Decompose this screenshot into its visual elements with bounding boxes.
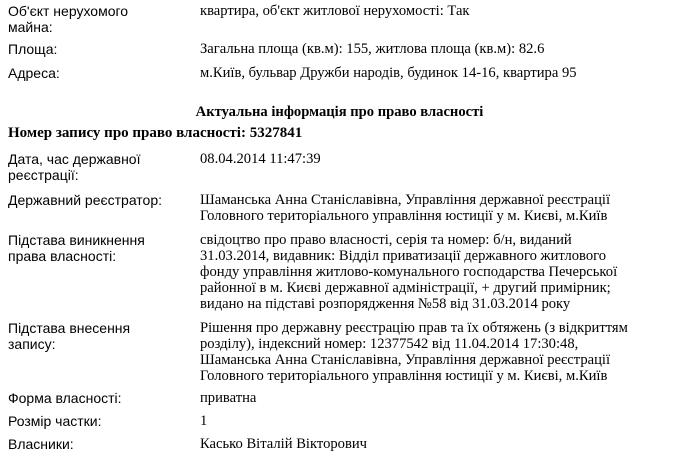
owners-label: Власники: xyxy=(8,436,74,452)
entry-basis-value: Рішення про державну реєстрацію прав та їх обтяжень (з відкриттям розділу), індексний номер: 12377542 від 11.04.2014 17:30:48, Шаманська Анна Станіславівна, Управління державної реєстрації Головного територіального управління юстиції у м. Києві, м.Київ xyxy=(200,320,628,384)
owners-value: Касько Віталій Вікторович xyxy=(200,436,367,452)
address-label: Адреса: xyxy=(8,65,60,81)
ownership-basis-label: Підстава виникнення права власності: xyxy=(8,232,145,264)
registrar-value: Шаманська Анна Станіславівна, Управління державної реєстрації Головного територіального управління юстиції у м. Києві, м.Київ xyxy=(200,192,611,224)
registrar-label: Державний реєстратор: xyxy=(8,192,163,208)
share-size-label: Розмір частки: xyxy=(8,413,102,429)
address-value: м.Київ, бульвар Дружби народів, будинок 14-16, квартира 95 xyxy=(200,65,577,81)
registration-date-value: 08.04.2014 11:47:39 xyxy=(200,151,321,167)
ownership-form-label: Форма власності: xyxy=(8,390,122,406)
area-label: Площа: xyxy=(8,41,58,57)
property-object-label: Об'єкт нерухомого майна: xyxy=(8,3,129,35)
entry-basis-label: Підстава внесення запису: xyxy=(8,320,131,352)
share-size-value: 1 xyxy=(200,413,208,429)
area-value: Загальна площа (кв.м): 155, житлова площа (кв.м): 82.6 xyxy=(200,41,545,57)
property-object-value: квартира, об'єкт житлової нерухомості: Так xyxy=(200,3,470,19)
ownership-form-value: приватна xyxy=(200,390,257,406)
record-number: Номер запису про право власності: 5327841 xyxy=(8,125,303,141)
section-title: Актуальна інформація про право власності xyxy=(195,104,484,120)
ownership-basis-value: свідоцтво про право власності, серія та номер: б/н, виданий 31.03.2014, видавник: Відділ приватизації державного житлового фонду управління житлово-комунального господарства Печерської районної в м. Києві державної адміністрації, + другий примірник; видано на підставі розпорядження №58 від 31.03.2014 року xyxy=(200,232,618,312)
registration-date-label: Дата, час державної реєстрації: xyxy=(8,151,141,183)
